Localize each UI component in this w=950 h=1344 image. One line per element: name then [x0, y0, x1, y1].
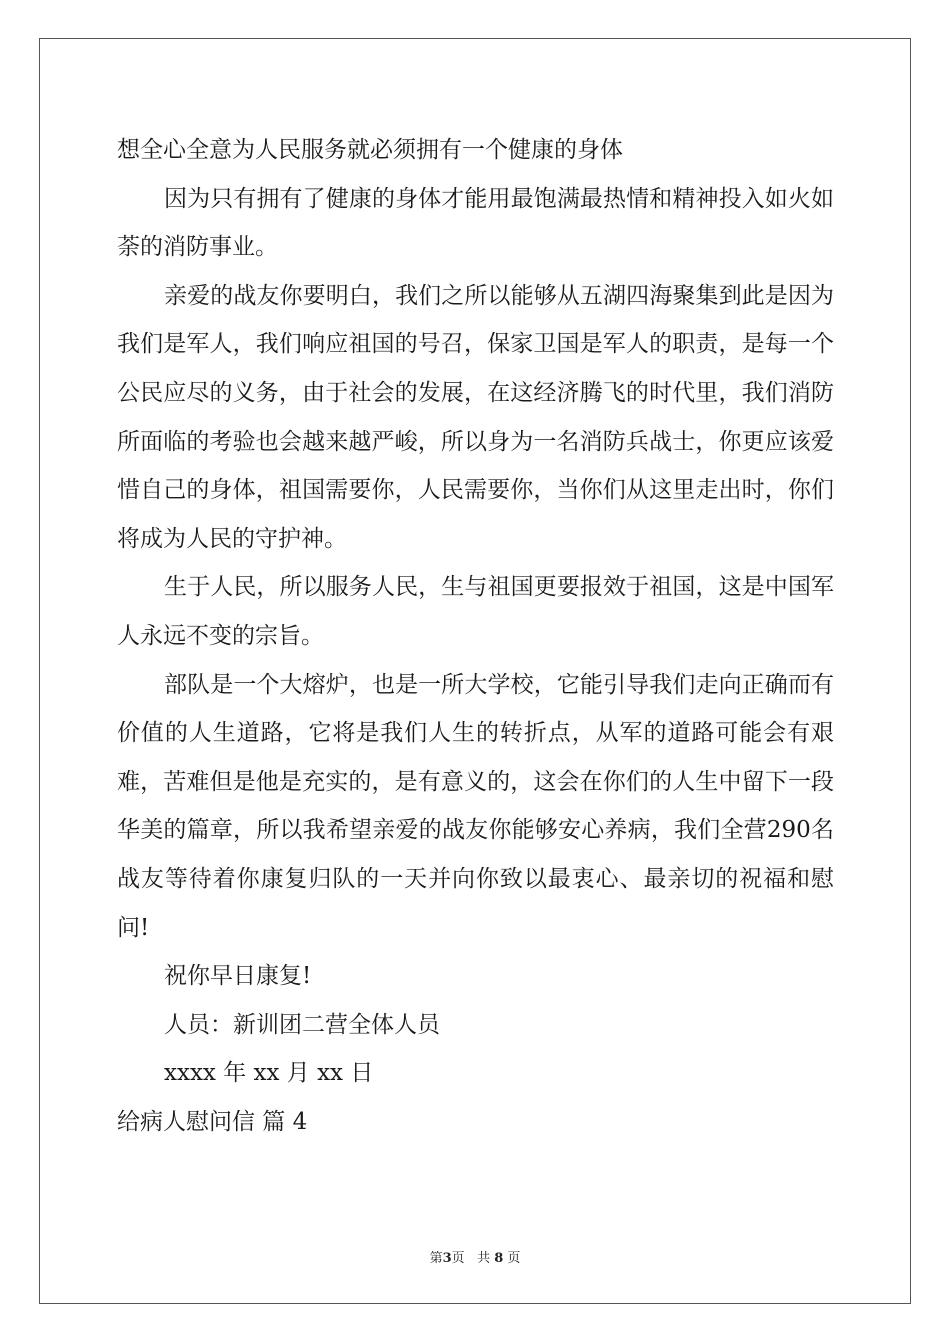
- section-heading: 给病人慰问信 篇 4: [117, 1108, 308, 1135]
- current-page-number: 3: [442, 1251, 452, 1266]
- paragraph-2: 因为只有拥有了健康的身体才能用最饱满最热情和精神投入如火如荼的消防事业。: [117, 185, 834, 261]
- total-pages-number: 8: [494, 1251, 504, 1266]
- closing-wish: 祝你早日康复!: [164, 963, 312, 990]
- signature-line: 人员：新训团二营全体人员: [164, 1011, 440, 1038]
- footer-total-suffix: 页: [507, 1251, 521, 1266]
- page-footer: [0, 1247, 950, 1266]
- paragraph-4: 生于人民，所以服务人民，生与祖国更要报效于祖国，这是中国军人永远不变的宗旨。: [117, 574, 834, 649]
- footer-total-prefix: 共: [477, 1251, 491, 1266]
- paragraph-1: 想全心全意为人民服务就必须拥有一个健康的身体: [117, 137, 623, 163]
- footer-prefix: 第: [429, 1251, 443, 1266]
- document-body: [117, 126, 834, 1146]
- paragraph-5: 部队是一个大熔炉，也是一所大学校，它能引导我们走向正确而有价值的人生道路，它将是我们人生的转折点，从军的道路可能会有艰难，苦难但是他是充实的，是有意义的，这会在你们的人生中留下一段华美的篇章，所以我希望亲爱的战友你能够安心养病，我们全营290名战友等待着你康复归队的一天并向你致以最衷心、最亲切的祝福和慰问!: [117, 671, 834, 941]
- paragraph-3: 亲爱的战友你要明白，我们之所以能够从五湖四海聚集到此是因为我们是军人，我们响应祖国的号召，保家卫国是军人的职责，是每一个公民应尽的义务，由于社会的发展，在这经济腾飞的时代里，我们消防所面临的考验也会越来越严峻，所以身为一名消防兵战士，你更应该爱惜自己的身体，祖国需要你，人民需要你，当你们从这里走出时，你们将成为人民的守护神。: [117, 282, 834, 552]
- date-line: xxxx 年 xx 月 xx 日: [164, 1060, 374, 1087]
- footer-page-suffix: 页: [451, 1251, 465, 1266]
